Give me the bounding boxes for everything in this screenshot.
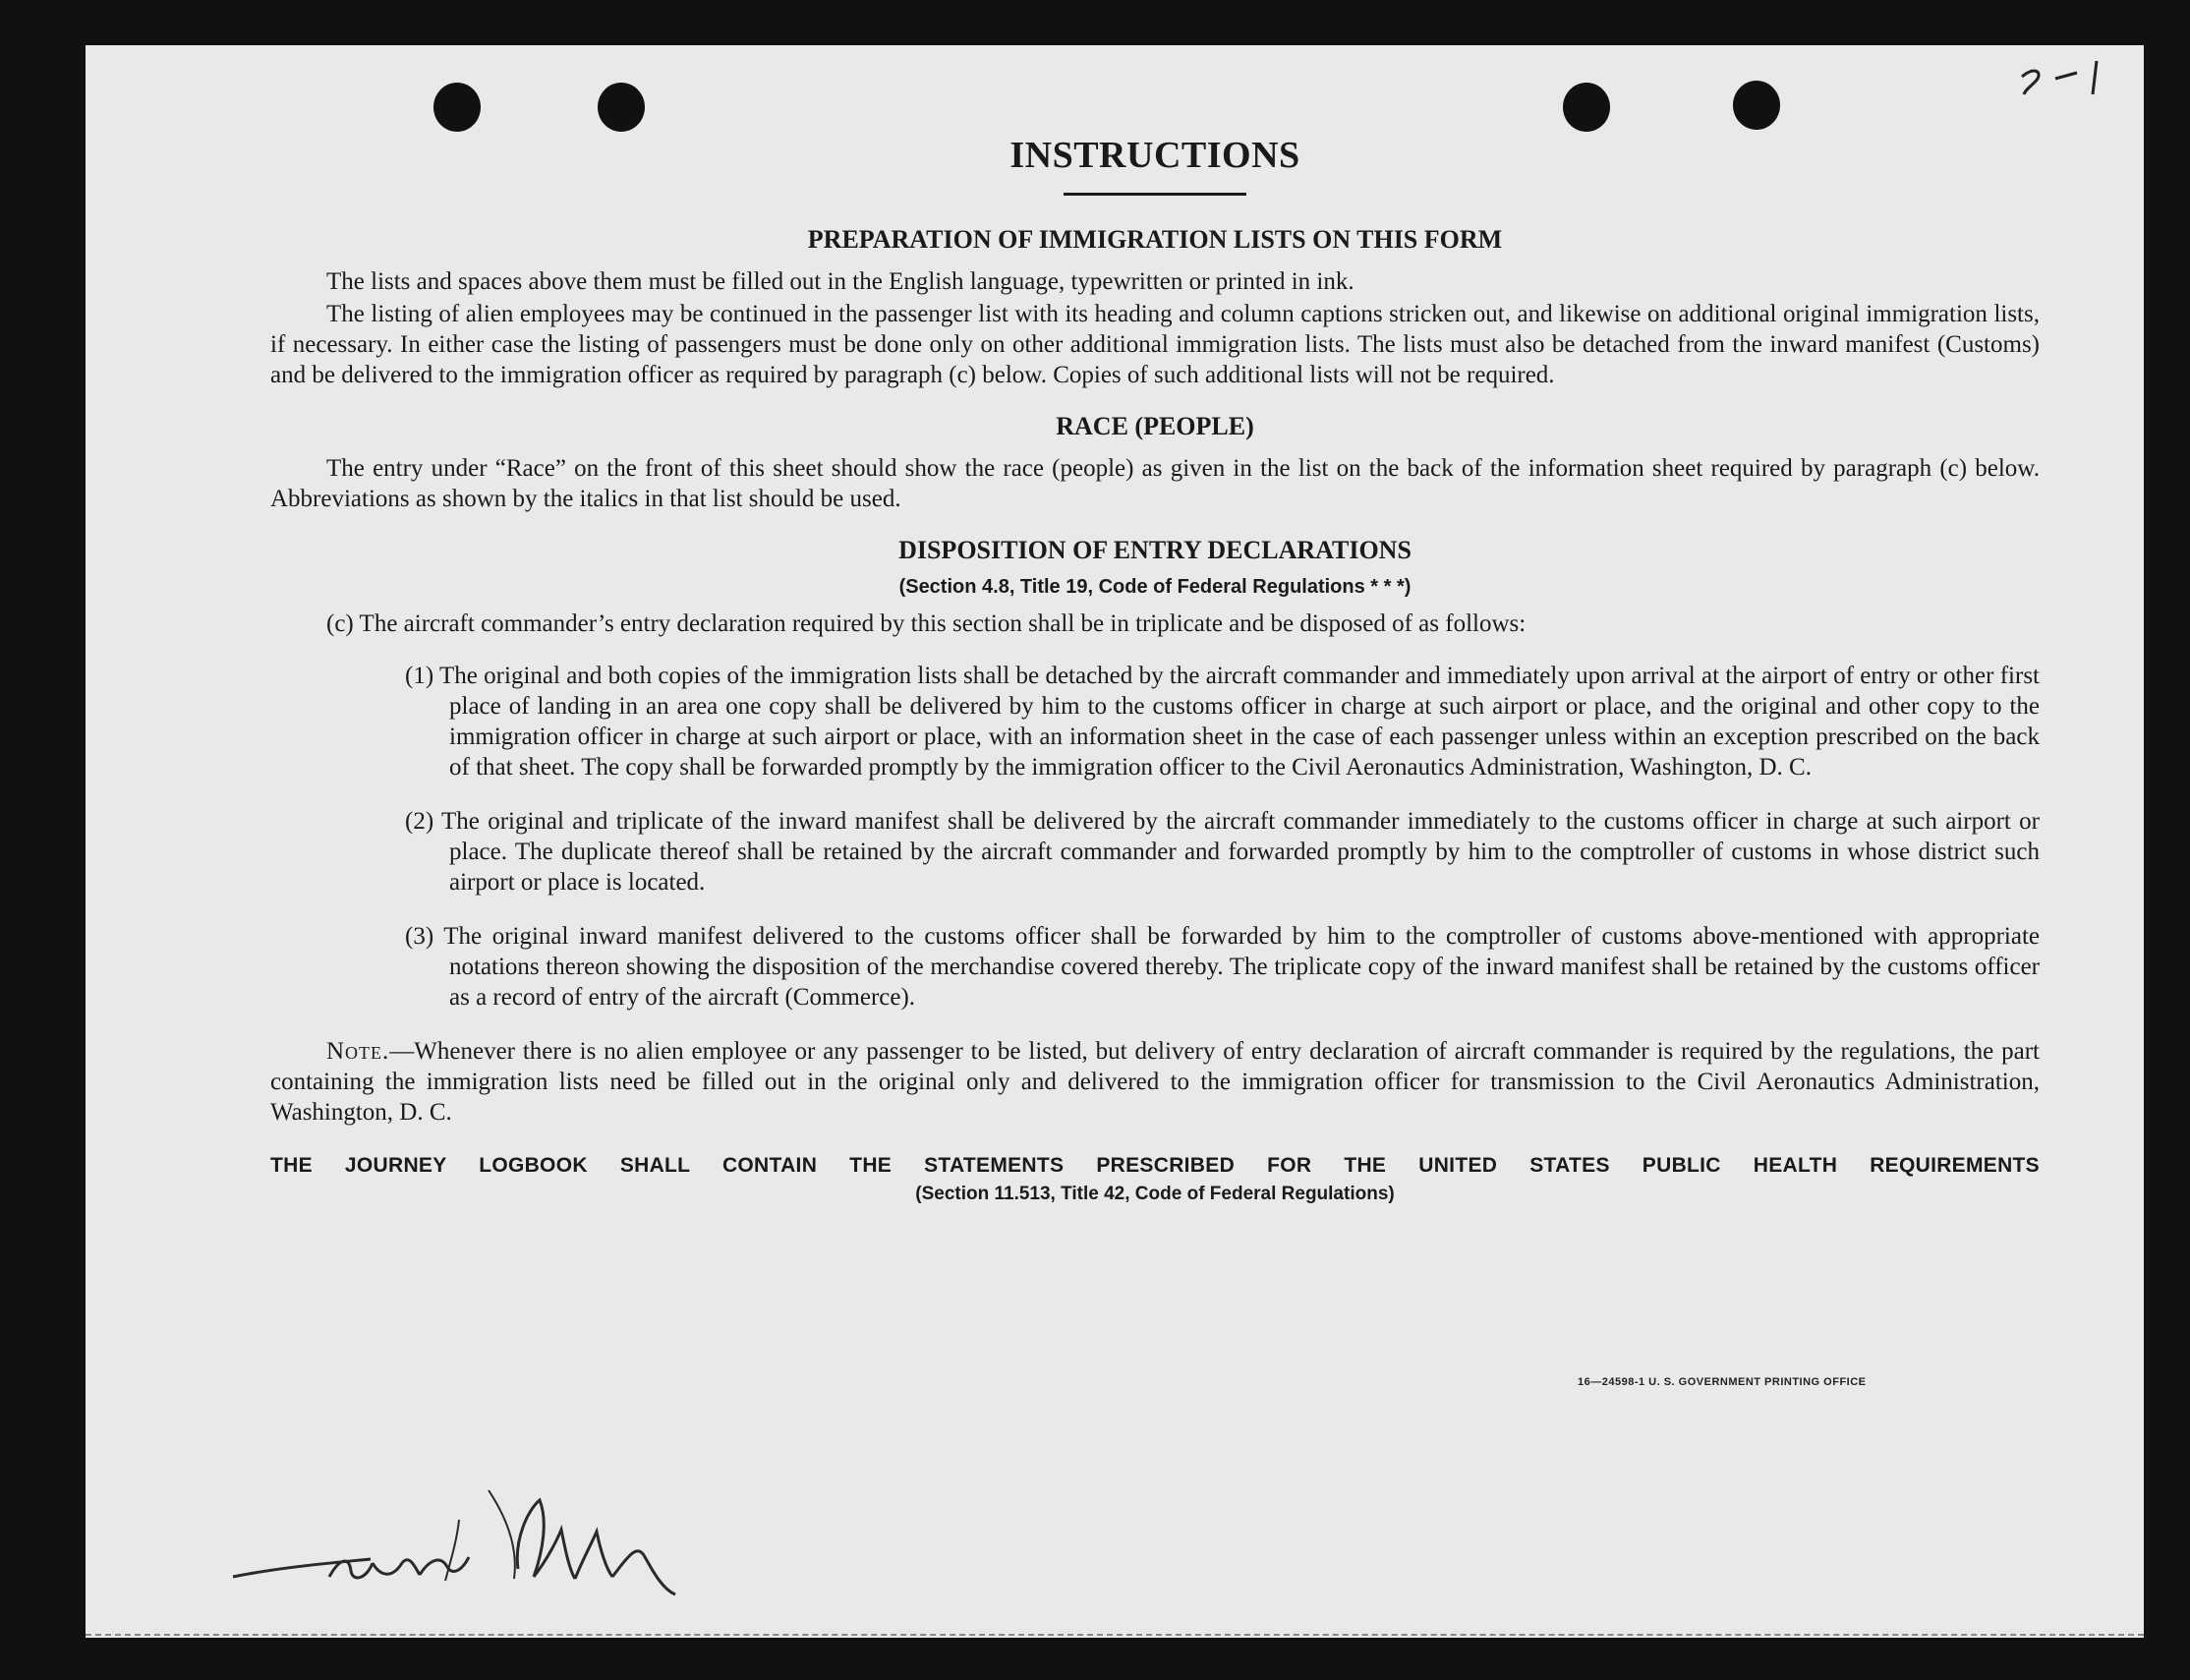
title-underline	[1064, 193, 1246, 196]
disposition-clause: (c) The aircraft commander’s entry declaration required by this section shall be in triplicate and be disposed of as follows:	[326, 610, 1527, 637]
health-statement: THE JOURNEY LOGBOOK SHALL CONTAIN THE STATEMENTS PRESCRIBED FOR THE UNITED STATES PUBLIC HEALTH REQUIREMENTS	[270, 1154, 2040, 1177]
preparation-paragraph: The listing of alien employees may be continued in the passenger list with its heading and column captions stricken out, and likewise on additional original immigration lists, if necessary. In either case the listing of passengers must be done only on other additional immigration lists. The lists must also be detached from the inward manifest (Customs) and be delivered to the immigration officer as required by paragraph (c) below. Copies of such additional lists will not be required.	[270, 301, 2040, 388]
printer-imprint: 16—24598-1 U. S. GOVERNMENT PRINTING OFFICE	[1578, 1376, 1867, 1388]
disposition-item: (3) The original inward manifest delivered to the customs officer shall be forwarded by him to the comptroller of customs above-mentioned with appropriate notations thereon showing the disposition of the merchandise covered thereby. The triplicate copy of the inward manifest shall be retained by the customs officer as a record of entry of the aircraft (Commerce).	[405, 923, 2040, 1011]
handwritten-signature	[223, 1461, 734, 1608]
disposition-reference: (Section 4.8, Title 19, Code of Federal Regulations * * *)	[898, 576, 1412, 598]
disposition-item: (2) The original and triplicate of the inward manifest shall be delivered by the aircraft commander immediately to the customs officer in charge at such airport or place. The duplicate thereof shall be retained by the aircraft commander and forwarded promptly by him to the comptroller of customs in whose district such airport or place is located.	[405, 808, 2040, 896]
section-heading-disposition: DISPOSITION OF ENTRY DECLARATIONS	[898, 536, 1412, 564]
document-sheet	[86, 45, 2144, 1638]
bottom-edge	[86, 1634, 2144, 1638]
handwritten-corner-mark	[2012, 55, 2120, 104]
note-text: —Whenever there is no alien employee or any passenger to be listed, but delivery of entry declaration of aircraft commander is required by the regulations, the part containing the immigration lists need be filled out in the original only and delivered to the immigration officer for transmission to the Civil Aeronautics Administration, Washington, D. C.	[270, 1038, 2040, 1126]
punch-hole	[433, 83, 481, 132]
health-reference: (Section 11.513, Title 42, Code of Federal Regulations)	[915, 1184, 1395, 1204]
punch-hole	[1733, 81, 1780, 130]
section-heading-race: RACE (PEOPLE)	[1056, 412, 1254, 440]
race-paragraph: The entry under “Race” on the front of this sheet should show the race (people) as given in the list on the back of the information sheet required by paragraph (c) below. Abbreviations as shown by the italics in that list should be used.	[270, 455, 2040, 512]
punch-hole	[598, 83, 645, 132]
note-paragraph	[270, 1036, 2040, 1128]
note-label: Note.	[326, 1038, 390, 1065]
section-heading-preparation: PREPARATION OF IMMIGRATION LISTS ON THIS FORM	[807, 225, 1503, 254]
punch-hole	[1563, 83, 1610, 132]
preparation-paragraph: The lists and spaces above them must be filled out in the English language, typewritten or printed in ink.	[326, 268, 1354, 295]
disposition-item: (1) The original and both copies of the immigration lists shall be detached by the aircraft commander and immediately upon arrival at the airport of entry or other first place of landing in an area one copy shall be delivered by him to the customs officer in charge at such airport or place, and the original and other copy to the immigration officer in charge at such airport or place, with an information sheet in the case of each passenger unless within an exception prescribed on the back of that sheet. The copy shall be forwarded promptly by the immigration officer to the Civil Aeronautics Administration, Washington, D. C.	[405, 663, 2040, 781]
instructions-content	[270, 130, 2040, 1208]
document-title: INSTRUCTIONS	[1009, 135, 1300, 176]
